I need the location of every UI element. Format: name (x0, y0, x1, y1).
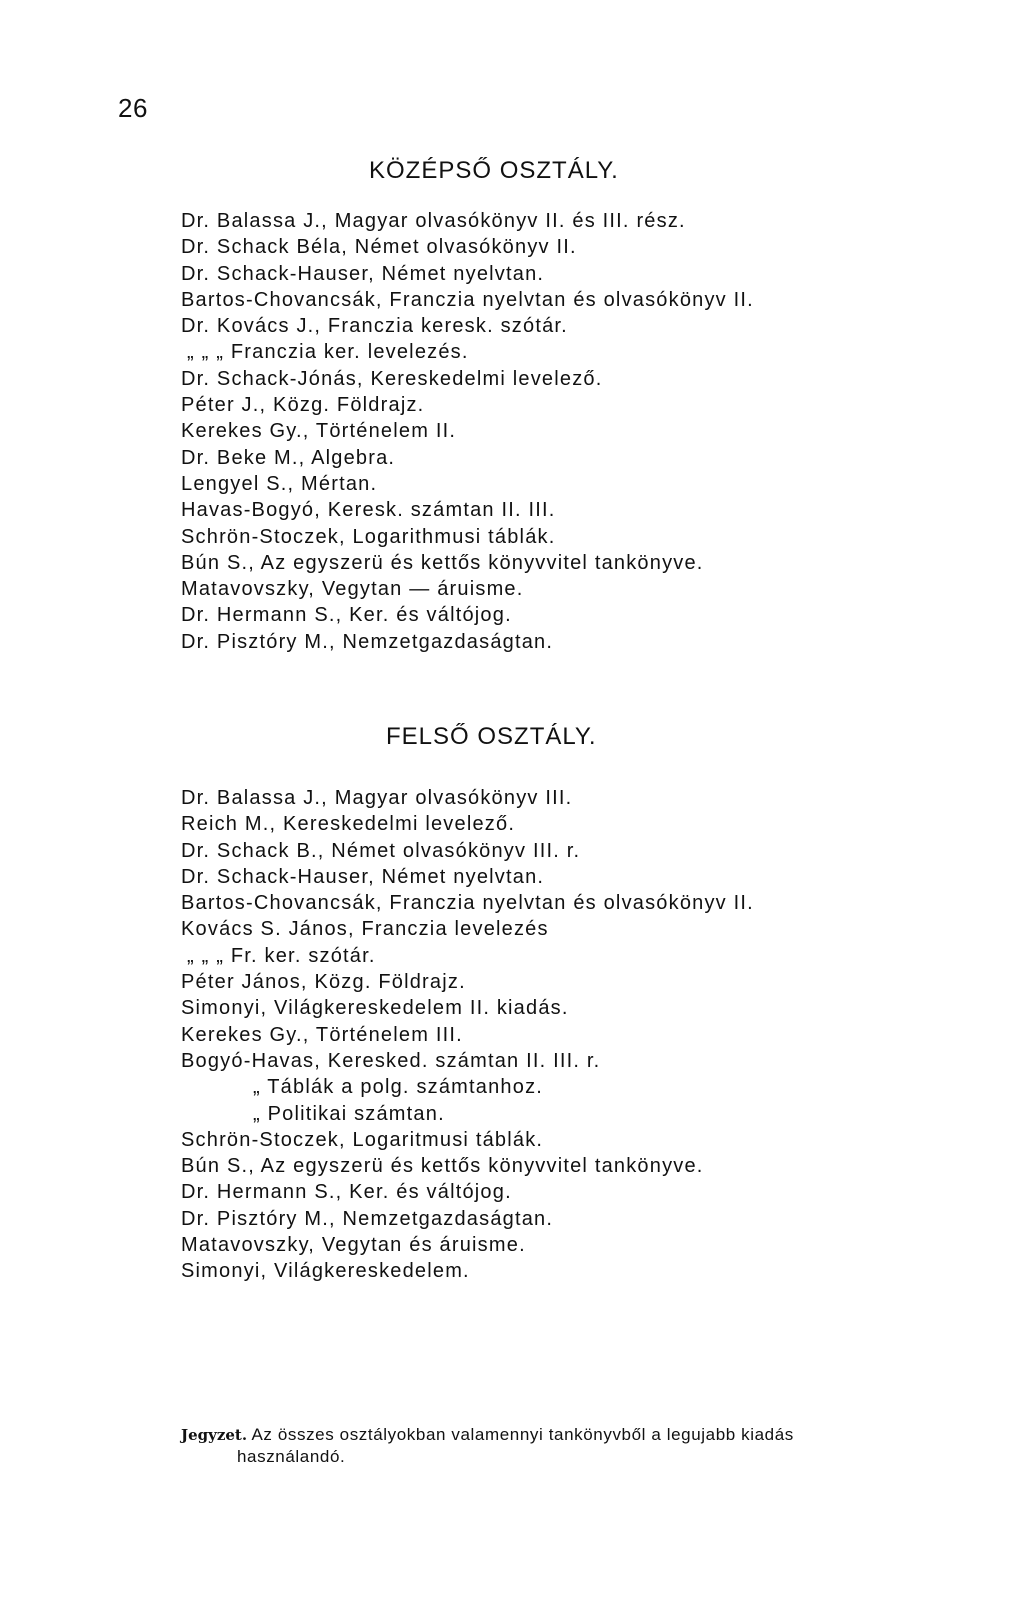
list-item: Péter J., Közg. Földrajz. (181, 394, 425, 417)
list-item: „ „ „ Franczia ker. levelezés. (187, 341, 469, 364)
footnote (181, 1424, 901, 1468)
list-item: Matavovszky, Vegytan — áruisme. (181, 578, 524, 601)
list-item: Schrön-Stoczek, Logarithmusi táblák. (181, 525, 556, 548)
list-item: Matavovszky, Vegytan és áruisme. (181, 1234, 526, 1257)
list-item: Bartos-Chovancsák, Franczia nyelvtan és olvasókönyv II. (181, 288, 754, 311)
list-item: Bún S., Az egyszerü és kettős könyvvitel tankönyve. (181, 551, 704, 574)
list-item: Dr. Pisztóry M., Nemzetgazdaságtan. (181, 630, 554, 653)
list-item: Bún S., Az egyszerü és kettős könyvvitel tankönyve. (181, 1155, 704, 1178)
footnote-text-line2: használandó. (237, 1447, 346, 1466)
list-item: Bartos-Chovancsák, Franczia nyelvtan és olvasókönyv II. (181, 892, 754, 915)
book-list-kozepso (181, 208, 754, 655)
list-item: Dr. Schack-Jónás, Kereskedelmi levelező. (181, 367, 603, 390)
list-item: Dr. Schack-Hauser, Német nyelvtan. (181, 262, 545, 285)
list-item: „ Politikai számtan. (253, 1102, 445, 1125)
list-item: Havas-Bogyó, Keresk. számtan II. III. (181, 499, 556, 522)
list-item: Reich M., Kereskedelmi levelező. (181, 813, 516, 836)
list-item: Dr. Hermann S., Ker. és váltójog. (181, 604, 512, 627)
footnote-text-line1: Az összes osztályokban valamennyi tankönyvből a legujabb kiadás (251, 1425, 794, 1444)
list-item: Kerekes Gy., Történelem III. (181, 1023, 463, 1046)
list-item: Dr. Beke M., Algebra. (181, 446, 396, 469)
list-item: Kerekes Gy., Történelem II. (181, 420, 457, 443)
section-title-felso: FELSŐ OSZTÁLY. (386, 723, 597, 750)
list-item: „ Táblák a polg. számtanhoz. (253, 1076, 544, 1099)
list-item: Péter János, Közg. Földrajz. (181, 971, 466, 994)
list-item: Dr. Schack Béla, Német olvasókönyv II. (181, 236, 577, 259)
list-item: Kovács S. János, Franczia levelezés (181, 918, 549, 941)
list-item: Lengyel S., Mértan. (181, 472, 378, 495)
section-title-kozepso: KÖZÉPSŐ OSZTÁLY. (369, 157, 619, 184)
list-item: Bogyó-Havas, Keresked. számtan II. III. r. (181, 1049, 601, 1072)
footnote-label: Jegyzet. (181, 1426, 248, 1444)
list-item: Schrön-Stoczek, Logaritmusi táblák. (181, 1128, 544, 1151)
list-item: Dr. Schack B., Német olvasókönyv III. r. (181, 839, 581, 862)
list-item: Dr. Balassa J., Magyar olvasókönyv II. és III. rész. (181, 210, 686, 232)
list-item: Simonyi, Világkereskedelem. (181, 1260, 470, 1283)
list-item: Dr. Pisztóry M., Nemzetgazdaságtan. (181, 1207, 554, 1230)
list-item: Dr. Schack-Hauser, Német nyelvtan. (181, 865, 545, 888)
list-item: Dr. Hermann S., Ker. és váltójog. (181, 1181, 512, 1204)
book-list-felso (181, 785, 754, 1285)
list-item: „ „ „ Fr. ker. szótár. (187, 944, 376, 967)
list-item: Dr. Balassa J., Magyar olvasókönyv III. (181, 787, 573, 809)
list-item: Dr. Kovács J., Franczia keresk. szótár. (181, 315, 568, 338)
list-item: Simonyi, Világkereskedelem II. kiadás. (181, 997, 569, 1020)
page-number: 26 (118, 93, 148, 123)
